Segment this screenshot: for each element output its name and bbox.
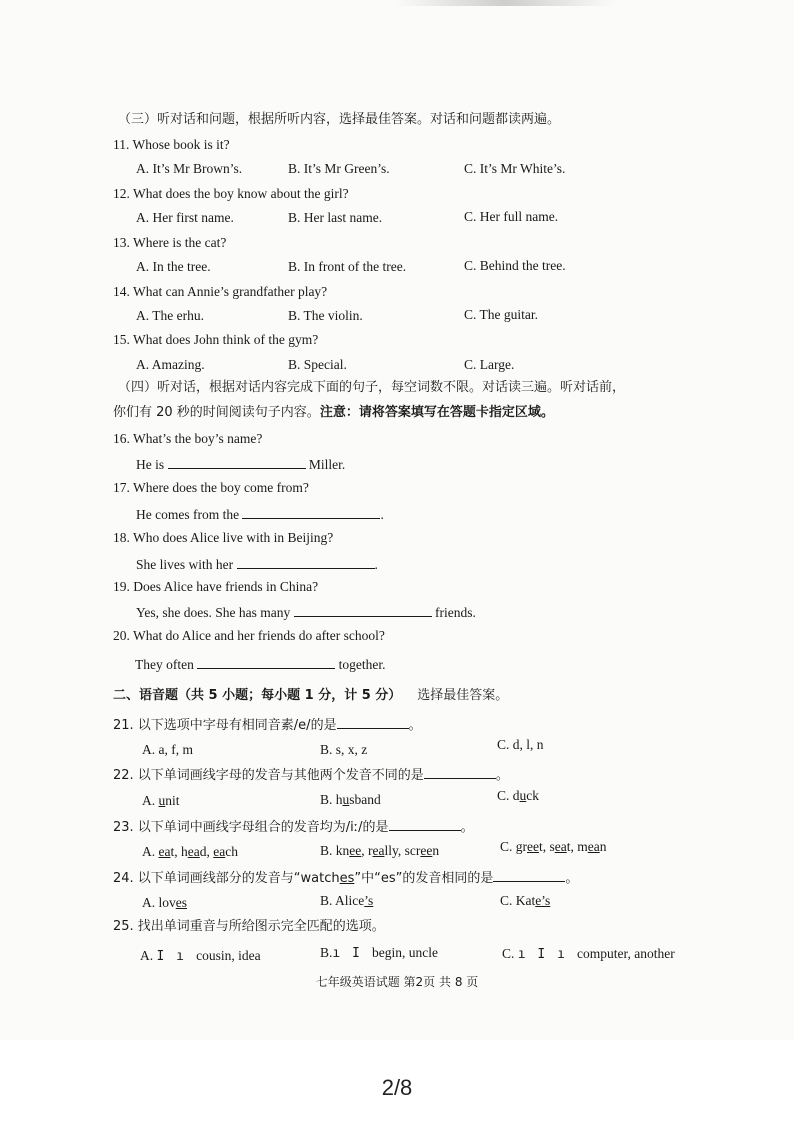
option-25-a [140, 948, 261, 965]
sentence-17-end: . [380, 507, 384, 522]
answer-line-18 [136, 555, 378, 573]
question-21-text: 21. 以下选项中字母有相同音素/e/的是 [113, 718, 337, 733]
option-22-b-underlined: u [342, 792, 350, 807]
option-15-c: C. Large. [464, 357, 515, 372]
option-14-b: B. The violin. [288, 308, 363, 323]
option-24-c-underlined: e’s [535, 893, 551, 908]
section4-heading-line1: （四）听对话，根据对话内容完成下面的句子，每空词数不限。对话读三遍。听对话前， [118, 380, 626, 395]
option-23-a-part: t, h [170, 844, 188, 859]
option-11-b: B. It’s Mr Green’s. [288, 161, 390, 176]
option-15-b: B. Special. [288, 357, 347, 372]
option-23-a-underlined: ea [158, 844, 171, 859]
answer-blank-24[interactable] [493, 868, 565, 882]
option-23-c-part: n [599, 839, 607, 854]
question-24 [113, 868, 578, 887]
option-23-c-underlined: ee [527, 839, 539, 854]
option-23-b-part: B. kn [320, 843, 350, 858]
answer-line-17 [136, 505, 384, 523]
part2-instruction: 选择最佳答案。 [417, 688, 509, 703]
option-23-c-part: t, m [566, 839, 588, 854]
question-24-text-start: 24. 以下单词画线部分的发音与“watch [113, 871, 340, 886]
option-23-b-underlined: ea [372, 843, 385, 858]
option-12-a: A. Her first name. [136, 210, 234, 225]
sentence-19-start: Yes, she does. She has many [136, 605, 291, 620]
option-24-c-prefix: C. Kat [500, 893, 536, 908]
option-23-b [320, 843, 439, 859]
option-22-c-suffix: ck [526, 788, 540, 803]
option-23-b-underlined: ee [349, 843, 362, 858]
question-17: 17. Where does the boy come from? [113, 480, 309, 495]
option-14-c: C. The guitar. [464, 307, 538, 322]
option-24-a [142, 895, 187, 911]
option-22-c-prefix: C. d [497, 788, 520, 803]
page-indicator: 2/8 [381, 1075, 413, 1100]
question-19: 19. Does Alice have friends in China? [113, 579, 319, 594]
answer-blank-21[interactable] [337, 715, 409, 729]
option-23-c-part: t, s [538, 839, 555, 854]
answer-line-16 [136, 455, 345, 473]
option-22-c-underlined: u [519, 788, 527, 803]
answer-blank-18[interactable] [237, 555, 375, 569]
option-22-b-prefix: B. h [320, 792, 343, 807]
option-23-a-part: d, [199, 844, 214, 859]
option-23-a [142, 844, 238, 860]
option-25-c-words: computer, another [577, 946, 675, 961]
sentence-16-start: He is [136, 457, 165, 472]
question-22-end: 。 [495, 768, 509, 783]
question-22-text: 22. 以下单词画线字母的发音与其他两个发音不同的是 [113, 768, 424, 783]
option-21-c: C. d, l, n [497, 737, 544, 752]
option-24-c [500, 893, 550, 909]
stress-pattern-a: I ı [156, 949, 186, 964]
question-21 [113, 715, 422, 734]
option-23-c [500, 839, 606, 855]
stress-pattern-b: ı I [332, 946, 362, 961]
option-11-a: A. It’s Mr Brown’s. [136, 161, 243, 176]
answer-blank-16[interactable] [168, 455, 306, 469]
option-15-a: A. Amazing. [136, 357, 205, 372]
sentence-20-end: together. [338, 657, 386, 672]
option-23-b-underlined: ee [420, 843, 433, 858]
question-11: 11. Whose book is it? [113, 137, 230, 152]
option-24-b-prefix: B. Alice [320, 893, 365, 908]
question-23-text: 23. 以下单词中画线字母组合的发音均为/iː/的是 [113, 820, 389, 835]
question-25: 25. 找出单词重音与所给图示完全匹配的选项。 [113, 919, 385, 934]
question-22 [113, 765, 509, 784]
answer-line-20 [135, 655, 385, 673]
question-24-end: 。 [565, 871, 579, 886]
section3-heading: （三）听对话和问题，根据所听内容，选择最佳答案。对话和问题都读两遍。 [118, 112, 561, 127]
option-24-a-underlined: es [175, 895, 187, 910]
scan-artifact [395, 0, 615, 6]
option-13-c: C. Behind the tree. [464, 258, 566, 273]
sentence-19-end: friends. [435, 605, 476, 620]
option-23-c-underlined: ea [587, 839, 600, 854]
option-21-b: B. s, x, z [320, 742, 368, 757]
option-24-b [320, 893, 373, 909]
option-23-a-underlined: ea [187, 844, 200, 859]
option-25-c [502, 946, 675, 963]
question-18: 18. Who does Alice live with in Beijing? [113, 530, 334, 545]
answer-line-19 [136, 603, 476, 621]
option-25-b-words: begin, uncle [372, 945, 438, 960]
question-24-underlined: es [339, 871, 355, 886]
question-14: 14. What can Annie’s grandfather play? [113, 284, 328, 299]
option-14-a: A. The erhu. [136, 308, 204, 323]
option-13-a: A. In the tree. [136, 259, 211, 274]
option-22-a-suffix: nit [165, 793, 180, 808]
answer-blank-19[interactable] [294, 603, 432, 617]
question-16: 16. What’s the boy’s name? [113, 431, 263, 446]
option-25-a-words: cousin, idea [196, 948, 261, 963]
option-23-b-part: lly, scr [384, 843, 421, 858]
option-12-b: B. Her last name. [288, 210, 383, 225]
option-23-b-part: n [432, 843, 440, 858]
option-23-b-part: , r [361, 843, 373, 858]
option-11-c: C. It’s Mr White’s. [464, 161, 566, 176]
part2-heading [113, 688, 508, 704]
option-23-a-part: ch [225, 844, 238, 859]
option-22-b [320, 792, 381, 808]
option-25-a-label: A. [140, 948, 154, 963]
answer-blank-17[interactable] [242, 505, 380, 519]
option-22-a [142, 793, 180, 809]
question-20: 20. What do Alice and her friends do after school? [113, 628, 385, 643]
option-22-a-underlined: u [158, 793, 166, 808]
option-25-c-label: C. [502, 946, 515, 961]
option-21-a: A. a, f, m [142, 742, 193, 757]
option-22-b-suffix: sband [349, 792, 381, 807]
question-21-end: 。 [408, 718, 422, 733]
question-12: 12. What does the boy know about the girl? [113, 186, 349, 201]
option-12-c: C. Her full name. [464, 209, 559, 224]
option-22-a-prefix: A. [142, 793, 159, 808]
option-22-c [497, 788, 539, 804]
answer-blank-20[interactable] [197, 655, 335, 669]
option-25-b-label: B. [320, 945, 333, 960]
page-footer: 七年级英语试题 第2页 共 8 页 [315, 975, 479, 989]
answer-blank-22[interactable] [424, 765, 496, 779]
answer-blank-23[interactable] [389, 817, 461, 831]
question-23 [113, 817, 474, 836]
question-15: 15. What does John think of the gym? [113, 332, 319, 347]
sentence-16-end: Miller. [308, 457, 346, 472]
question-23-end: 。 [460, 820, 474, 835]
sentence-18-end: . [374, 557, 378, 572]
option-24-a-prefix: A. lov [142, 895, 176, 910]
option-13-b: B. In front of the tree. [288, 259, 407, 274]
stress-pattern-c: ı I ı [517, 947, 567, 962]
section4-heading-line2 [113, 405, 554, 421]
option-25-b [320, 945, 438, 962]
option-23-c-underlined: ea [554, 839, 567, 854]
option-24-b-underlined: ’s [364, 893, 374, 908]
part2-title: 二、语音题（共 5 小题；每小题 1 分，计 5 分） [113, 688, 402, 703]
sentence-18-start: She lives with her [136, 557, 234, 572]
section4-attention-note: 注意：请将答案填写在答题卡指定区域。 [319, 405, 554, 420]
option-23-a-underlined: ea [213, 844, 226, 859]
question-13: 13. Where is the cat? [113, 235, 227, 250]
sentence-20-start: They often [135, 657, 194, 672]
sentence-17-start: He comes from the [136, 507, 240, 522]
option-23-c-part: C. gr [500, 839, 527, 854]
option-23-a-part: A. [142, 844, 159, 859]
question-24-text-end: ”中“es”的发音相同的是 [354, 871, 494, 886]
section4-time-note: 你们有 20 秒的时间阅读句子内容。 [113, 405, 320, 420]
